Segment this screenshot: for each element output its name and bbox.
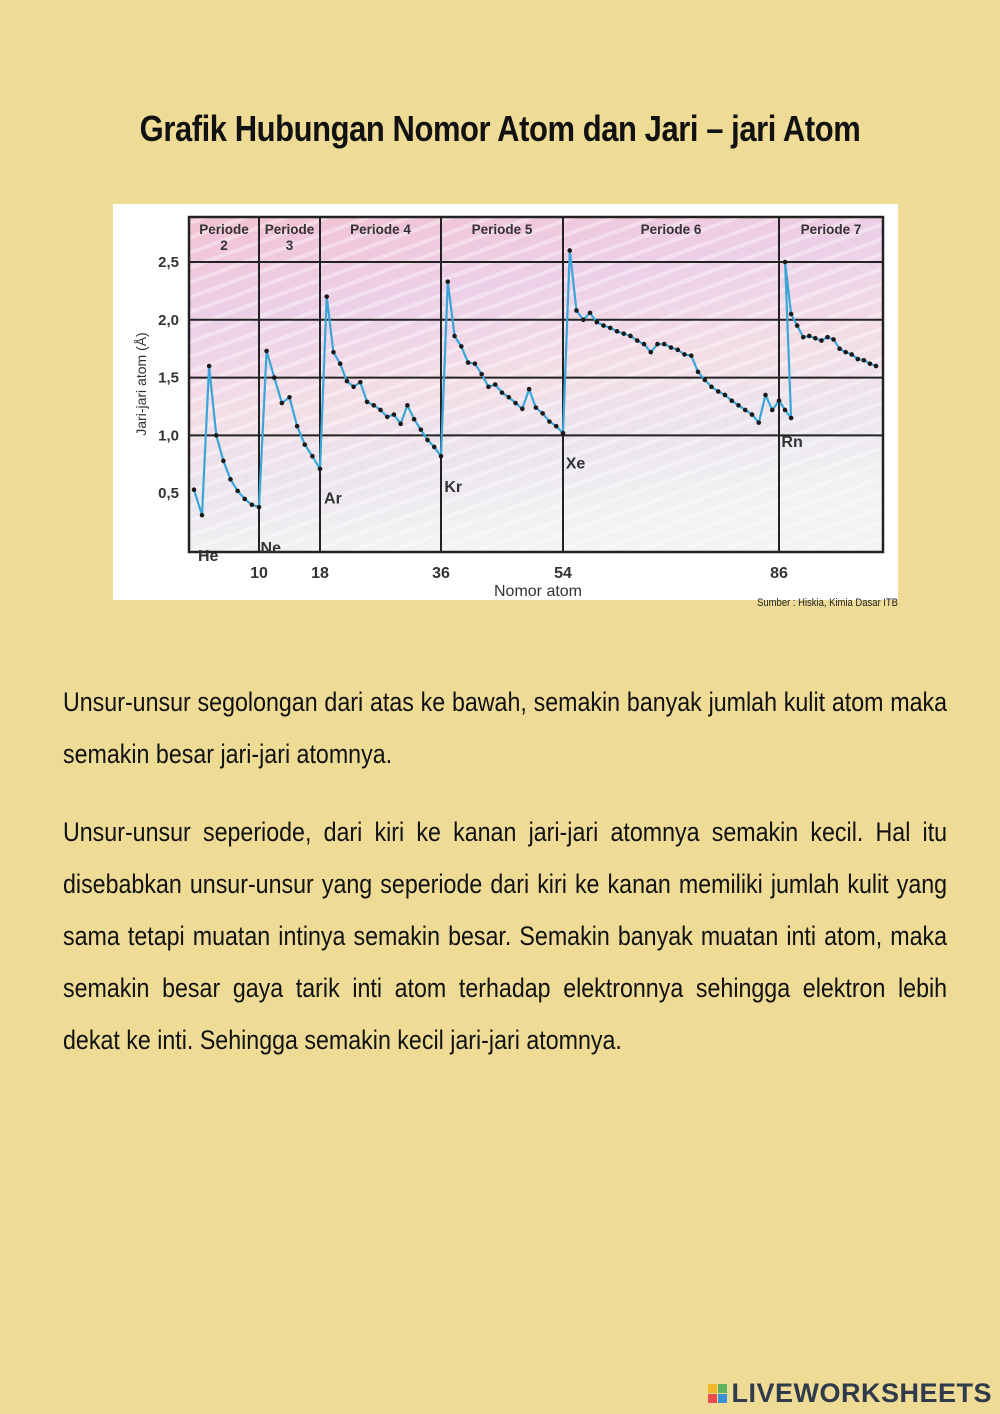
- data-point: [862, 358, 867, 363]
- data-point: [783, 260, 788, 265]
- data-point: [520, 407, 525, 412]
- data-point: [192, 487, 197, 492]
- data-point: [783, 408, 788, 413]
- data-point: [801, 335, 806, 340]
- data-point: [581, 318, 586, 323]
- period-label: Periode 6: [640, 222, 702, 237]
- data-point: [486, 385, 491, 390]
- y-tick-label: 2,5: [158, 254, 179, 271]
- data-point: [837, 346, 842, 351]
- data-point: [682, 352, 687, 357]
- data-point: [439, 454, 444, 459]
- period-label: Periode: [199, 222, 249, 237]
- paragraph-2: Unsur-unsur seperiode, dari kiri ke kanan jari-jari atomnya semakin kecil. Hal itu disebabkan unsur-unsur yang seperiode dari kiri ke kanan memiliki jumlah kulit yang sama tetapi muatan intinya semakin besar. Semakin banyak muatan inti atom, maka semakin besar gaya tarik inti atom terhadap elektronnya sehingga elektron lebih dekat ke inti. Sehingga semakin kecil jari-jari atomnya.: [63, 817, 948, 1055]
- data-point: [207, 364, 212, 369]
- atomic-radius-chart: [113, 204, 898, 600]
- x-tick-label: 10: [250, 565, 268, 582]
- data-point: [540, 411, 545, 416]
- data-point: [843, 350, 848, 355]
- y-tick-label: 1,5: [158, 369, 179, 387]
- data-point: [385, 415, 390, 420]
- data-point: [459, 344, 464, 349]
- data-point: [513, 401, 518, 406]
- brand-logo[interactable]: [708, 1378, 992, 1409]
- data-point: [432, 445, 437, 450]
- period-label-number: 3: [285, 238, 294, 253]
- period-label: Periode: [264, 222, 315, 237]
- data-point: [257, 505, 262, 510]
- data-point: [506, 395, 511, 400]
- data-point: [479, 372, 484, 377]
- data-point: [310, 454, 315, 459]
- data-point: [264, 349, 269, 354]
- element-annotation: Ne: [260, 540, 281, 558]
- data-point: [547, 419, 552, 424]
- data-point: [365, 400, 370, 405]
- brand-icon: [708, 1384, 727, 1403]
- data-point: [324, 294, 329, 299]
- period-label-number: 2: [220, 238, 228, 253]
- paragraph-1: Unsur-unsur segolongan dari atas ke bawah, semakin banyak jumlah kulit atom maka semakin besar jari-jari atomnya.: [63, 687, 948, 769]
- data-point: [813, 336, 818, 341]
- data-point: [295, 424, 300, 429]
- data-point: [371, 403, 376, 408]
- y-tick-label: 1,0: [158, 427, 179, 445]
- element-annotation: He: [198, 548, 219, 566]
- period-label: Periode 7: [800, 222, 862, 237]
- y-tick-label: 0,5: [158, 485, 179, 503]
- x-tick-label: 54: [554, 565, 572, 582]
- element-annotation: Xe: [565, 455, 586, 473]
- data-point: [392, 412, 397, 417]
- data-point: [567, 248, 572, 253]
- data-point: [405, 403, 410, 408]
- x-axis-label: Nomor atom: [493, 583, 583, 600]
- data-point: [287, 395, 292, 400]
- data-point: [642, 342, 647, 347]
- data-point: [452, 334, 457, 339]
- data-point: [534, 405, 539, 410]
- data-point: [235, 489, 240, 494]
- data-point: [756, 420, 761, 425]
- x-tick-label: 86: [770, 565, 788, 582]
- data-point: [856, 357, 861, 362]
- data-point: [302, 442, 307, 447]
- data-point: [635, 338, 640, 343]
- data-point: [588, 311, 593, 316]
- data-point: [419, 427, 424, 432]
- data-point: [831, 337, 836, 342]
- data-point: [615, 329, 620, 334]
- data-point: [594, 320, 599, 325]
- data-point: [648, 350, 653, 355]
- chart-area: [113, 204, 898, 600]
- data-point: [331, 350, 336, 355]
- data-point: [743, 408, 748, 413]
- data-point: [338, 361, 343, 366]
- data-point: [378, 408, 383, 413]
- data-point: [770, 408, 775, 413]
- data-point: [412, 417, 417, 422]
- brand-text: LIVEWORKSHEETS: [731, 1378, 992, 1408]
- data-point: [750, 412, 755, 417]
- x-tick-label: 36: [432, 565, 450, 582]
- data-point: [675, 348, 680, 353]
- chart-source: Sumber : Hiskia, Kimia Dasar ITB: [757, 597, 898, 609]
- data-point: [561, 431, 566, 436]
- data-point: [272, 375, 277, 380]
- data-point: [445, 279, 450, 284]
- data-point: [716, 389, 721, 394]
- data-point: [655, 342, 660, 347]
- data-point: [554, 424, 559, 429]
- data-point: [398, 422, 403, 427]
- period-label: Periode 5: [471, 222, 533, 237]
- element-annotation: Kr: [444, 478, 463, 496]
- data-point: [318, 467, 323, 472]
- y-tick-label: 2,0: [158, 311, 179, 329]
- data-point: [601, 323, 606, 328]
- x-tick-label: 18: [311, 565, 329, 582]
- data-point: [621, 331, 626, 336]
- data-point: [763, 393, 768, 398]
- data-point: [466, 360, 471, 365]
- data-point: [358, 380, 363, 385]
- data-point: [669, 345, 674, 350]
- data-point: [425, 438, 430, 443]
- data-point: [527, 387, 532, 392]
- data-point: [200, 513, 205, 518]
- data-point: [689, 353, 694, 358]
- data-point: [574, 308, 579, 313]
- data-point: [351, 385, 356, 390]
- period-label: Periode 4: [350, 222, 411, 237]
- data-point: [221, 459, 226, 464]
- element-annotation: Ar: [324, 490, 342, 508]
- data-point: [868, 361, 873, 366]
- data-point: [228, 477, 233, 482]
- data-point: [825, 335, 830, 340]
- page-title: Grafik Hubungan Nomor Atom dan Jari – jari Atom: [139, 108, 861, 149]
- data-point: [493, 382, 498, 387]
- data-point: [702, 378, 707, 383]
- data-point: [807, 334, 812, 339]
- element-annotation: Rn: [781, 433, 803, 451]
- data-point: [500, 390, 505, 395]
- data-point: [608, 326, 613, 331]
- y-axis-label: Jari-jari atom (Å): [133, 332, 149, 436]
- data-point: [849, 352, 854, 357]
- data-point: [874, 364, 879, 369]
- data-point: [819, 338, 824, 343]
- data-point: [473, 361, 478, 366]
- data-point: [729, 398, 734, 403]
- data-point: [280, 401, 285, 406]
- data-point: [709, 385, 714, 390]
- data-point: [795, 323, 800, 328]
- data-point: [242, 497, 247, 502]
- data-point: [789, 312, 794, 317]
- data-point: [777, 398, 782, 403]
- data-point: [696, 370, 701, 375]
- data-point: [723, 393, 728, 398]
- data-point: [789, 416, 794, 421]
- data-point: [214, 433, 219, 438]
- data-point: [736, 403, 741, 408]
- data-point: [250, 502, 255, 507]
- data-point: [345, 379, 350, 384]
- data-point: [628, 334, 633, 339]
- data-point: [662, 342, 667, 347]
